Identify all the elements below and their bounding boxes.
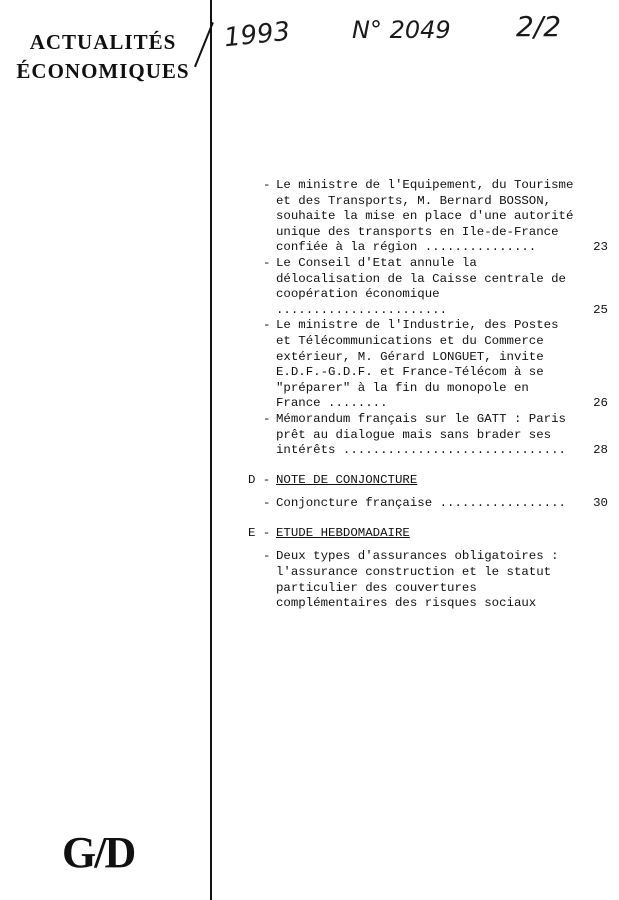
entry-page: 30	[593, 496, 608, 511]
entry-page: 25	[593, 302, 608, 317]
masthead-line1: ACTUALITÉS	[29, 30, 177, 54]
toc-entry	[248, 412, 608, 459]
entry-text: Conjoncture française .................	[276, 496, 566, 511]
entry-dash: -	[263, 549, 271, 564]
toc-entry	[248, 549, 608, 611]
toc-entry	[248, 318, 608, 412]
entry-text: Le Conseil d'Etat annule la délocalisation de la Caisse centrale de coopération économique .......................	[276, 255, 566, 317]
section-d	[248, 473, 608, 512]
table-of-contents	[248, 178, 608, 612]
gd-logo: G/D	[62, 828, 135, 877]
handwritten-year: 1993	[222, 16, 292, 54]
entry-dash: -	[263, 255, 271, 270]
masthead	[0, 28, 206, 86]
entry-dash: -	[263, 411, 271, 426]
entry-page: 26	[593, 396, 608, 411]
section-letter: D -	[248, 472, 271, 487]
toc-entry	[248, 256, 608, 318]
section-letter: E -	[248, 525, 271, 540]
entry-text: Le ministre de l'Industrie, des Postes et Télécommunications et du Commerce extérieur, M. Gérard LONGUET, invite E.D.F.-G.D.F. et France-Télécom à se "préparer" à la fin du monopole en France ........	[276, 318, 559, 411]
handwritten-page-count: 2/2	[516, 10, 562, 43]
section-e	[248, 526, 608, 612]
toc-entry	[248, 178, 608, 256]
handwritten-issue-number: N° 2049	[352, 16, 451, 44]
vertical-rule	[210, 0, 212, 900]
toc-entry	[248, 496, 608, 512]
entry-text: Mémorandum français sur le GATT : Paris prêt au dialogue mais sans brader ses intérêts ..............................	[276, 411, 566, 458]
entry-text: Deux types d'assurances obligatoires : l'assurance construction et le statut particulier des couvertures complémentaires des risques sociaux	[276, 549, 559, 611]
entry-page: 23	[593, 240, 608, 255]
entry-dash: -	[263, 178, 271, 192]
section-title: NOTE DE CONJONCTURE	[276, 472, 418, 487]
entry-dash: -	[263, 318, 271, 333]
masthead-line2: ÉCONOMIQUES	[16, 59, 190, 83]
entry-dash: -	[263, 496, 271, 511]
entry-text: Le ministre de l'Equipement, du Tourisme et des Transports, M. Bernard BOSSON, souhaite la mise en place d'une autorité unique des transports en Ile-de-France confiée à la région ...............	[276, 178, 574, 255]
section-title: ETUDE HEBDOMADAIRE	[276, 525, 410, 540]
entry-page: 28	[593, 443, 608, 458]
